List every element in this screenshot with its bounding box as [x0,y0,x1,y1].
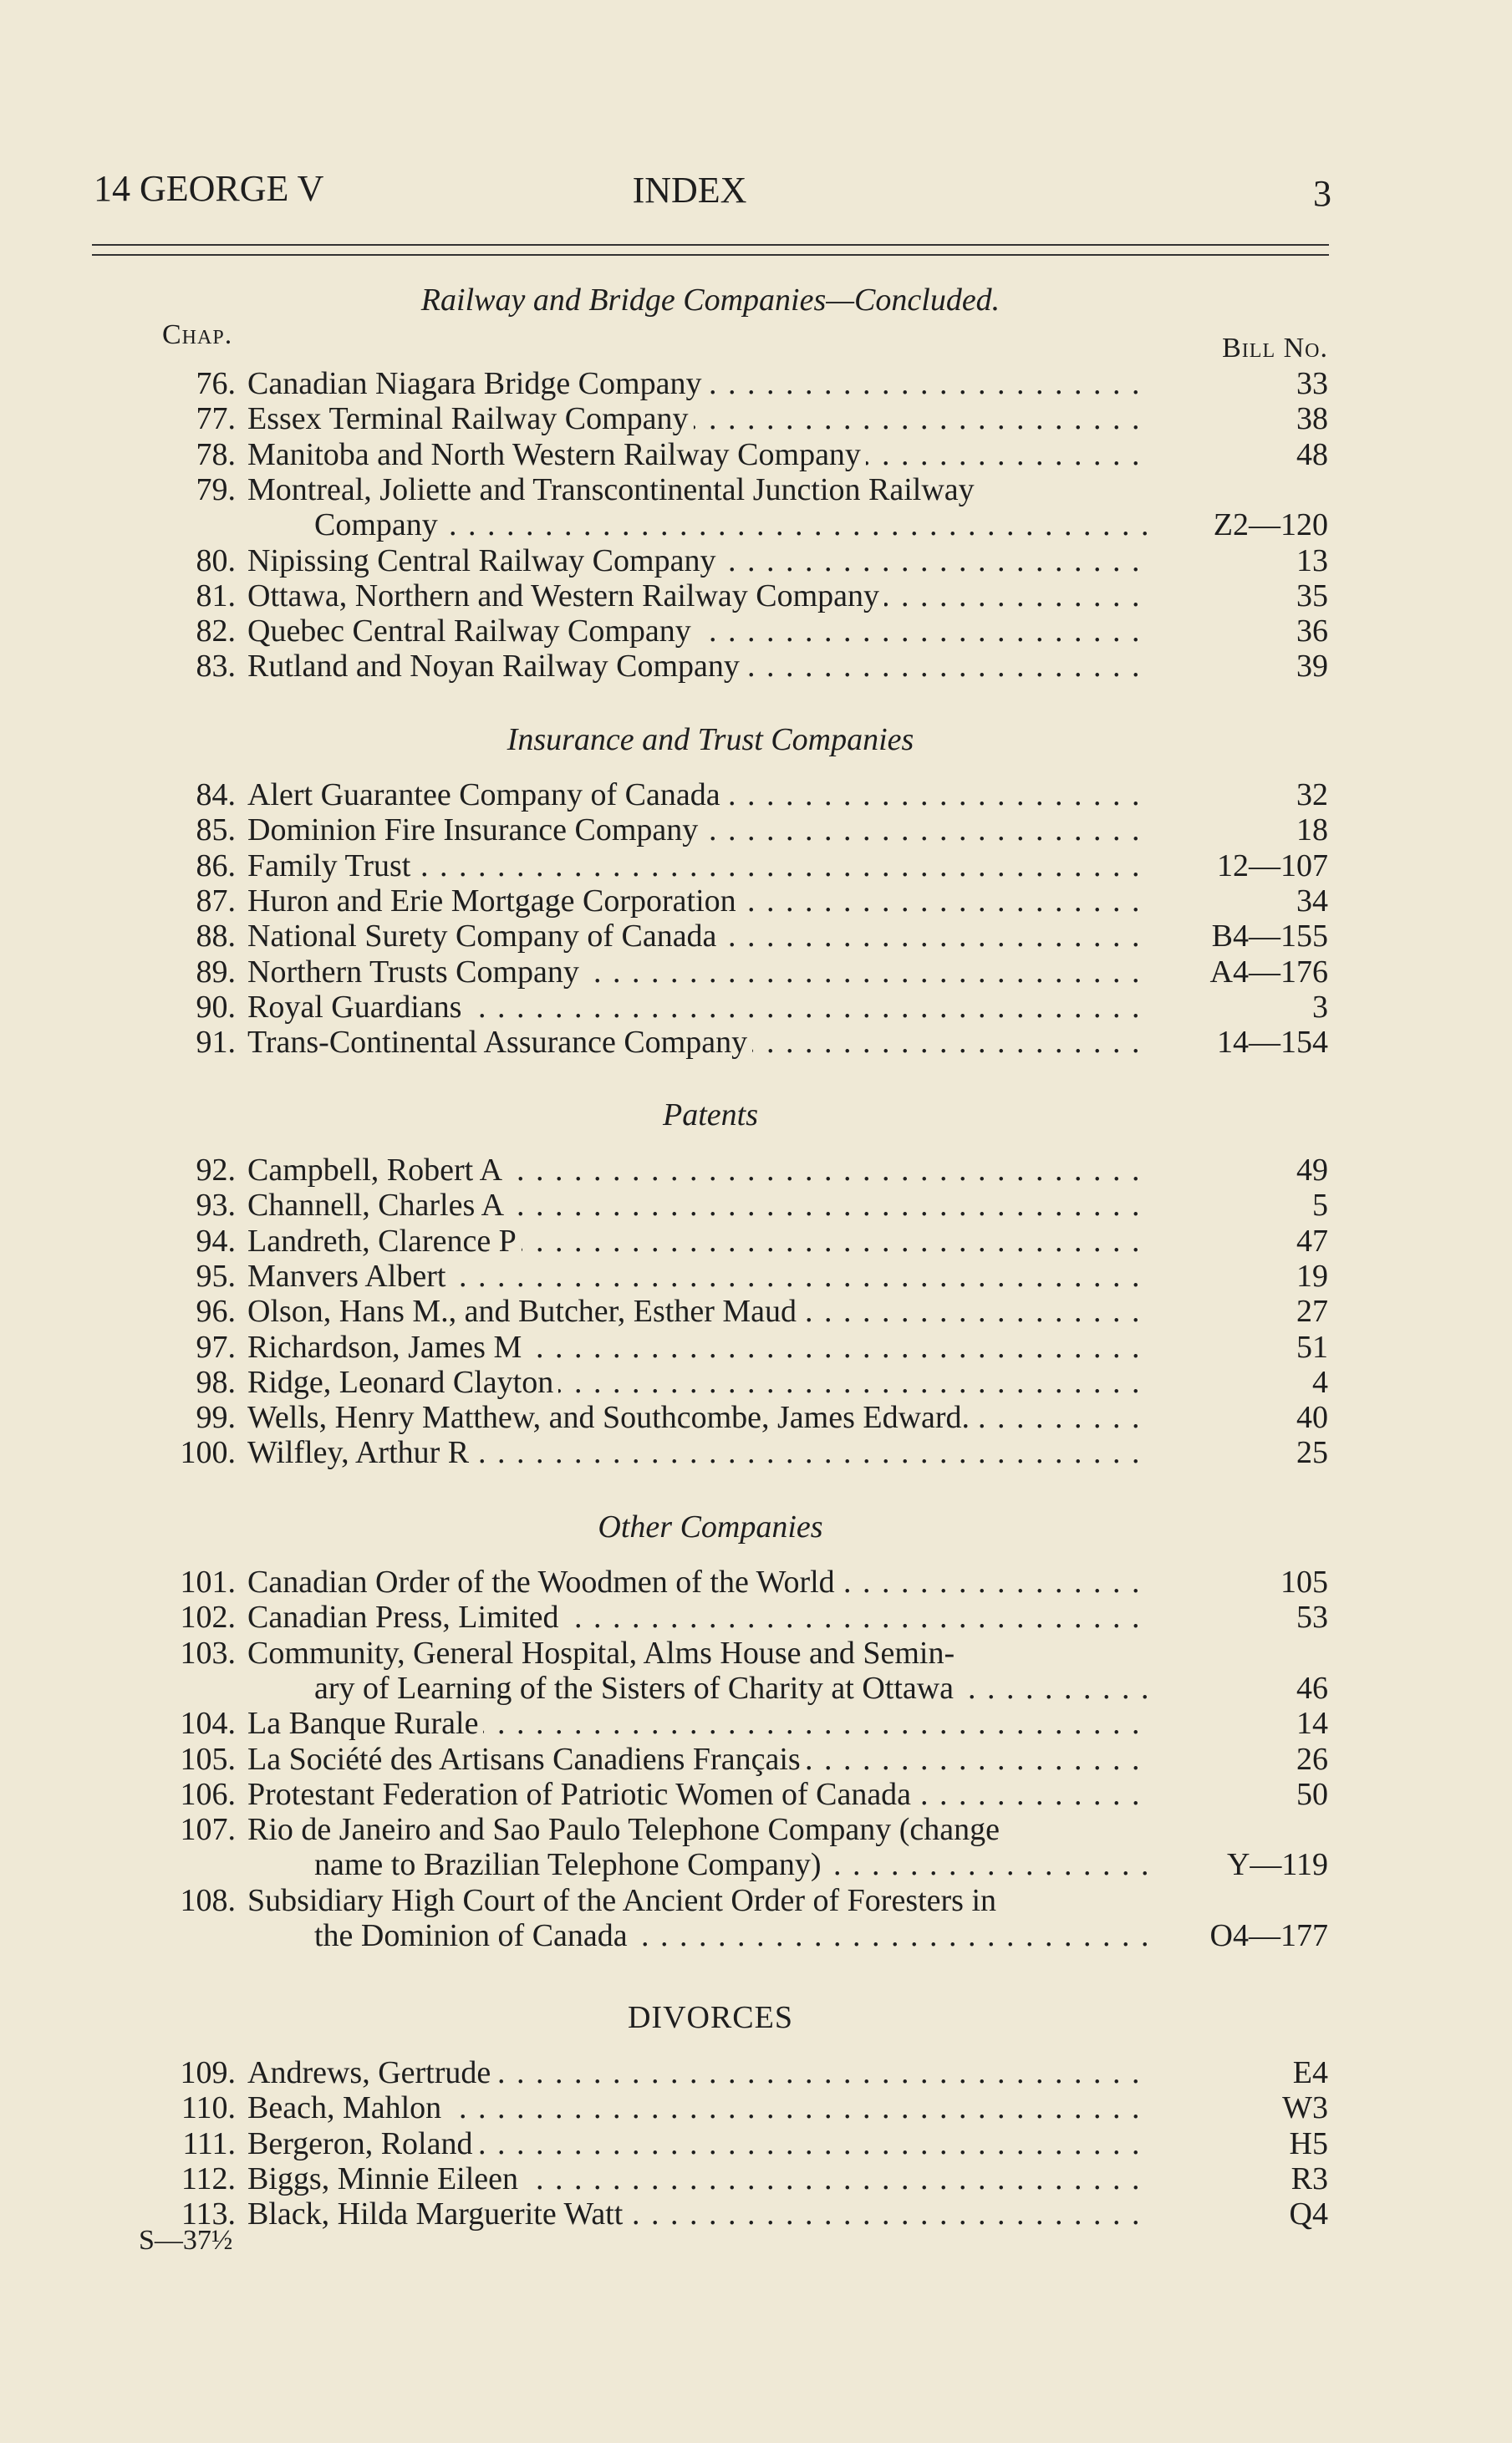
section-heading: Other Companies [598,1509,823,1545]
entry-title-text: La Banque Rurale [247,1706,483,1741]
entry-title-text: Manitoba and North Western Railway Company [247,437,866,472]
chapter-number: 105. [180,1741,236,1777]
entry-title-line [247,1365,1148,1400]
running-head [0,167,1512,217]
chapter-number: 89. [196,954,236,990]
chapter-number: 88. [196,919,236,954]
entry-title-line [247,1435,1148,1470]
entry-title-text: Canadian Press, Limited [247,1600,564,1635]
bill-number: 39 [1296,649,1328,685]
entry-title-line [247,1742,1148,1777]
chapter-number: 93. [196,1188,236,1224]
entry-title-line [247,1777,1148,1812]
entry-title-line [247,919,1148,954]
chapter-number: 102. [180,1600,236,1636]
bill-number: 19 [1296,1258,1328,1294]
signature-mark: S—37½ [139,2225,233,2256]
entry-title-text: Manvers Albert [247,1259,451,1294]
chapter-number: 97. [196,1329,236,1365]
entry-title-line [247,2090,1148,2125]
entry-title-line [247,366,1148,401]
chapter-number: 100. [180,1435,236,1471]
bill-number: 3 [1312,989,1328,1025]
entry-title-text: Wells, Henry Matthew, and Southcombe, James Edward. [247,1400,975,1435]
entry-title-line [247,1883,1148,1918]
bill-number: 14 [1296,1706,1328,1742]
section-heading: Railway and Bridge Companies—Concluded. [420,282,1000,318]
bill-number: 12—107 [1217,847,1328,883]
entry-title-text: Ridge, Leonard Clayton [247,1365,558,1400]
header-rule-top [92,244,1329,246]
entry-title-line [247,1636,1148,1671]
bill-number: Y—119 [1226,1847,1328,1883]
chapter-number: 78. [196,436,236,472]
bill-number: 33 [1296,366,1328,401]
entry-title-line [247,990,1148,1025]
entry-title-line [247,1224,1148,1259]
entry-title-line [314,1847,1148,1882]
entry-title-text: Trans-Continental Assurance Company [247,1025,752,1060]
entry-title-line [247,1188,1148,1223]
bill-number: 5 [1312,1188,1328,1224]
bill-number: 50 [1296,1776,1328,1812]
chapter-number: 107. [180,1812,236,1848]
bill-number: 48 [1296,436,1328,472]
entry-title-text: Ottawa, Northern and Western Railway Company [247,578,884,613]
chapter-number: 108. [180,1882,236,1918]
chapter-number: 109. [180,2055,236,2090]
entry-title-text: National Surety Company of Canada [247,919,721,954]
chapter-number: 103. [180,1635,236,1671]
entry-title-text: Biggs, Minnie Eileen [247,2161,523,2196]
entry-title-line [314,1918,1148,1953]
chapter-number: 94. [196,1223,236,1259]
entry-title-text: Rutland and Noyan Railway Company [247,649,745,684]
entry-title-line [314,507,1148,542]
entry-title-line [247,1400,1148,1435]
entry-title-line [247,1565,1148,1600]
entry-title-text: Nipissing Central Railway Company [247,543,720,578]
bill-number: 25 [1296,1435,1328,1471]
entry-title-text: Essex Terminal Railway Company [247,401,694,436]
chapter-number: 86. [196,847,236,883]
entry-title-line [247,883,1148,919]
entry-title-line [247,1153,1148,1188]
entry-title-line [247,2196,1148,2232]
entry-title-text: Richardson, James M [247,1330,527,1365]
entry-title-text: Huron and Erie Mortgage Corporation [247,883,741,919]
entry-title-text: Quebec Central Railway Company [247,613,696,649]
chapter-number: 83. [196,649,236,685]
bill-number: E4 [1292,2055,1328,2090]
chapter-number: 80. [196,542,236,578]
entry-title-line [247,2126,1148,2161]
bill-number: 13 [1296,542,1328,578]
entry-title-text: Canadian Niagara Bridge Company [247,366,706,401]
entry-title-line [247,1330,1148,1365]
entry-title-line [247,777,1148,812]
chapter-number: 87. [196,883,236,919]
entry-title-line [247,2161,1148,2196]
bill-number: 49 [1296,1153,1328,1188]
entry-title-text: Community, General Hospital, Alms House and Semin- [247,1636,960,1671]
chapter-number: 104. [180,1706,236,1742]
entry-title-text: Wilfley, Arthur R [247,1435,474,1470]
chapter-number: 82. [196,613,236,649]
entry-title-line [247,1259,1148,1294]
bill-number: 32 [1296,777,1328,812]
entry-title-text: ary of Learning of the Sisters of Charity at Ottawa [314,1671,959,1706]
bill-number: 47 [1296,1223,1328,1259]
bill-number: W3 [1282,2090,1328,2126]
entry-title-text: Subsidiary High Court of the Ancient Order of Foresters in [247,1883,1001,1918]
chapter-number: 79. [196,471,236,507]
header-title: INDEX [632,170,747,211]
entry-title-text: Royal Guardians [247,990,466,1025]
entry-title-line [247,1812,1148,1847]
entry-title-text: Olson, Hans M., and Butcher, Esther Maud [247,1294,802,1329]
bill-number: 35 [1296,578,1328,613]
bill-number: H5 [1289,2125,1328,2161]
chapter-number: 91. [196,1025,236,1061]
bill-number: 40 [1296,1400,1328,1436]
chapter-number: 81. [196,578,236,613]
chapter-number: 110. [181,2090,236,2126]
entry-title-text: Andrews, Gertrude [247,2055,496,2090]
entry-title-line [247,848,1148,883]
chapter-number: 101. [180,1565,236,1600]
entry-title-text: Northern Trusts Company [247,954,584,990]
entry-title-text: Bergeron, Roland [247,2126,477,2161]
entry-title-line [247,1025,1148,1060]
entry-title-text: name to Brazilian Telephone Company) [314,1847,827,1882]
bill-column-heading: Bill No. [1222,333,1328,364]
chapter-number: 77. [196,401,236,437]
chapter-number: 113. [181,2196,236,2232]
chapter-number: 111. [182,2125,236,2161]
section-heading: DIVORCES [627,2000,794,2035]
bill-number: 51 [1296,1329,1328,1365]
entry-title-line [314,1671,1148,1706]
entry-title-text: Family Trust [247,848,415,883]
entry-title-line [247,613,1148,649]
chapter-number: 90. [196,989,236,1025]
bill-number: O4—177 [1209,1917,1328,1953]
chapter-number: 76. [196,366,236,401]
bill-number: Z2—120 [1213,507,1328,543]
bill-number: 105 [1280,1565,1328,1600]
header-left: 14 GEORGE V [94,168,324,209]
chap-column-heading: Chap. [162,319,233,350]
entry-title-text: Alert Guarantee Company of Canada [247,777,725,812]
entry-title-line [247,2055,1148,2090]
entry-title-text: Landreth, Clarence P [247,1224,522,1259]
page-number: 3 [1313,173,1331,214]
entry-title-line [247,1706,1148,1741]
entry-title-line [247,543,1148,578]
entry-title-text: Beach, Mahlon [247,2090,446,2125]
bill-number: 38 [1296,401,1328,437]
entry-title-text: Canadian Order of the Woodmen of the World [247,1565,840,1600]
bill-number: 53 [1296,1600,1328,1636]
entry-title-text: La Société des Artisans Canadiens Français [247,1742,806,1777]
chapter-number: 85. [196,812,236,848]
header-rule-bottom [92,254,1329,256]
entry-title-text: Montreal, Joliette and Transcontinental Junction Railway [247,472,980,507]
bill-number: Q4 [1289,2196,1328,2232]
entry-title-text: the Dominion of Canada [314,1918,633,1953]
entry-title-line [247,649,1148,684]
bill-number: A4—176 [1209,954,1328,990]
entry-title-line [247,437,1148,472]
entry-title-text: Dominion Fire Insurance Company [247,812,703,847]
bill-number: 14—154 [1217,1025,1328,1061]
chapter-number: 84. [196,777,236,812]
bill-number: B4—155 [1211,919,1328,954]
bill-number: 34 [1296,883,1328,919]
chapter-number: 95. [196,1258,236,1294]
chapter-number: 112. [181,2161,236,2196]
chapter-number: 98. [196,1364,236,1400]
entry-title-line [247,954,1148,990]
bill-number: 27 [1296,1294,1328,1330]
entry-title-text: Protestant Federation of Patriotic Women of Canada [247,1777,916,1812]
bill-number: 4 [1312,1364,1328,1400]
entry-title-text: Campbell, Robert A [247,1153,507,1188]
entry-title-text: Channell, Charles A [247,1188,509,1223]
entry-title-line [247,812,1148,847]
entry-title-text: Company [314,507,443,542]
chapter-number: 92. [196,1153,236,1188]
section-heading: Insurance and Trust Companies [507,722,914,757]
entry-title-line [247,578,1148,613]
entry-title-line [247,401,1148,436]
entry-title-line [247,472,1148,507]
entry-title-line [247,1600,1148,1635]
bill-number: 36 [1296,613,1328,649]
bill-number: 46 [1296,1670,1328,1706]
section-heading: Patents [663,1097,758,1132]
entry-title-line [247,1294,1148,1329]
bill-number: 18 [1296,812,1328,848]
bill-number: 26 [1296,1741,1328,1777]
chapter-number: 96. [196,1294,236,1330]
entry-title-text: Rio de Janeiro and Sao Paulo Telephone Company (change [247,1812,1005,1847]
chapter-number: 99. [196,1400,236,1436]
bill-number: R3 [1291,2161,1328,2196]
entry-title-text: Black, Hilda Marguerite Watt [247,2196,628,2232]
chapter-number: 106. [180,1776,236,1812]
